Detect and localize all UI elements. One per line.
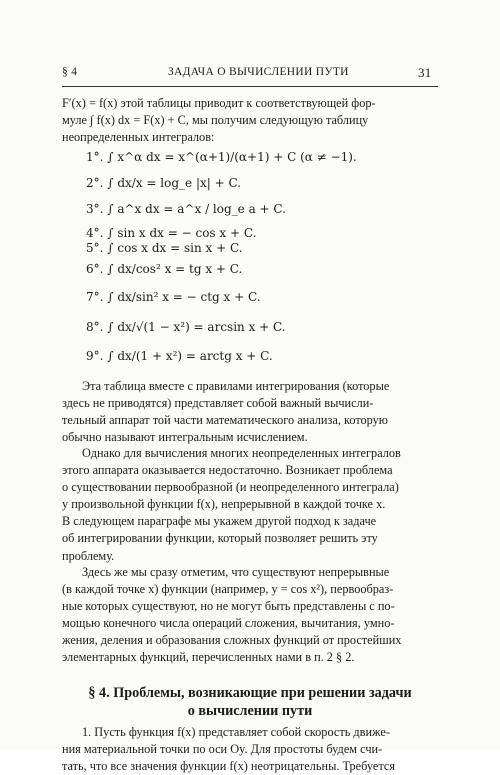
- text-line: о существовании первообразной (и неопределенного интеграла): [62, 480, 399, 495]
- section-heading-line-2: о вычислении пути: [187, 703, 313, 719]
- text-line: Эта таблица вместе с правилами интегрирования (которые: [82, 379, 390, 393]
- text-line: Здесь же мы сразу отметим, что существуют непрерывные: [82, 565, 390, 579]
- text-line: у произвольной функции f(x), непрерывной в каждой точке x.: [62, 497, 386, 512]
- text-line: обычно называют интегральным исчислением.: [62, 430, 308, 445]
- text-line: проблему.: [62, 548, 115, 563]
- page-number: 31: [418, 65, 432, 80]
- integral-formula-4: 4°. ∫ sin x dx = − cos x + C.: [86, 226, 257, 240]
- text-line: 1. Пусть функция f(x) представляет собой скорость движе-: [82, 725, 390, 739]
- header-section-number: § 4: [62, 66, 78, 78]
- text-line: здесь не приводятся) представляет собой важный вычисли-: [62, 396, 374, 411]
- text-line: об интегрировании функции, который позволяет решить эту: [62, 531, 378, 546]
- text-line: ные которых существуют, но не могут быть представлены с по-: [62, 599, 395, 614]
- text-line: тать, что все значения функции f(x) неотрицательны. Требуется: [62, 759, 395, 774]
- section-heading: [62, 684, 438, 720]
- paragraph-calculus-apparatus: [62, 378, 438, 446]
- section-heading-line-1: § 4. Проблемы, возникающие при решении задачи: [88, 685, 412, 701]
- integral-formula-1: 1°. ∫ x^α dx = x^(α+1)/(α+1) + C (α ≠ −1).: [86, 150, 357, 164]
- text-line: (в каждой точке x) функции (например, y = cos x²), первообраз-: [62, 582, 394, 597]
- text-line: Однако для вычисления многих неопределенных интегралов: [82, 446, 401, 460]
- paragraph-antiderivative-problem: [62, 445, 438, 565]
- text-line: элементарных функций, перечисленных нами в п. 2 § 2.: [62, 650, 355, 665]
- text-line: мощью конечного числа операций сложения, вычитания, умно-: [62, 616, 395, 631]
- text-line: жения, деления и образования сложных функций от простейших: [62, 633, 402, 648]
- header-rule: [62, 86, 438, 87]
- integral-formula-8: 8°. ∫ dx/√(1 − x²) = arcsin x + C.: [86, 320, 286, 334]
- text-line: F′(x) = f(x) этой таблицы приводит к соответствующей фор-: [62, 96, 376, 110]
- text-line: тельный аппарат той части математического анализа, которую: [62, 413, 388, 428]
- integral-formula-7: 7°. ∫ dx/sin² x = − ctg x + C.: [86, 290, 261, 304]
- paragraph-non-elementary: [62, 564, 438, 667]
- text-line: В следующем параграфе мы укажем другой подход к задаче: [62, 514, 377, 529]
- header-title: ЗАДАЧА О ВЫЧИСЛЕНИИ ПУТИ: [168, 66, 349, 78]
- integral-formula-3: 3°. ∫ a^x dx = a^x / log_e a + C.: [86, 202, 286, 216]
- integral-formula-5: 5°. ∫ cos x dx = sin x + C.: [86, 241, 243, 255]
- text-line: муле ∫ f(x) dx = F(x) + C, мы получим следующую таблицу: [62, 113, 369, 128]
- integral-formula-9: 9°. ∫ dx/(1 + x²) = arctg x + C.: [86, 349, 273, 363]
- integral-formula-2: 2°. ∫ dx/x = log_e |x| + C.: [86, 176, 242, 190]
- text-line: этого аппарата оказывается недостаточно. Возникает проблема: [62, 463, 393, 478]
- intro-paragraph: [62, 95, 438, 146]
- integral-formula-6: 6°. ∫ dx/cos² x = tg x + C.: [86, 262, 243, 276]
- text-line: ния материальной точки по оси Oy. Для простоты будем счи-: [62, 742, 383, 757]
- text-line: неопределенных интегралов:: [62, 130, 215, 145]
